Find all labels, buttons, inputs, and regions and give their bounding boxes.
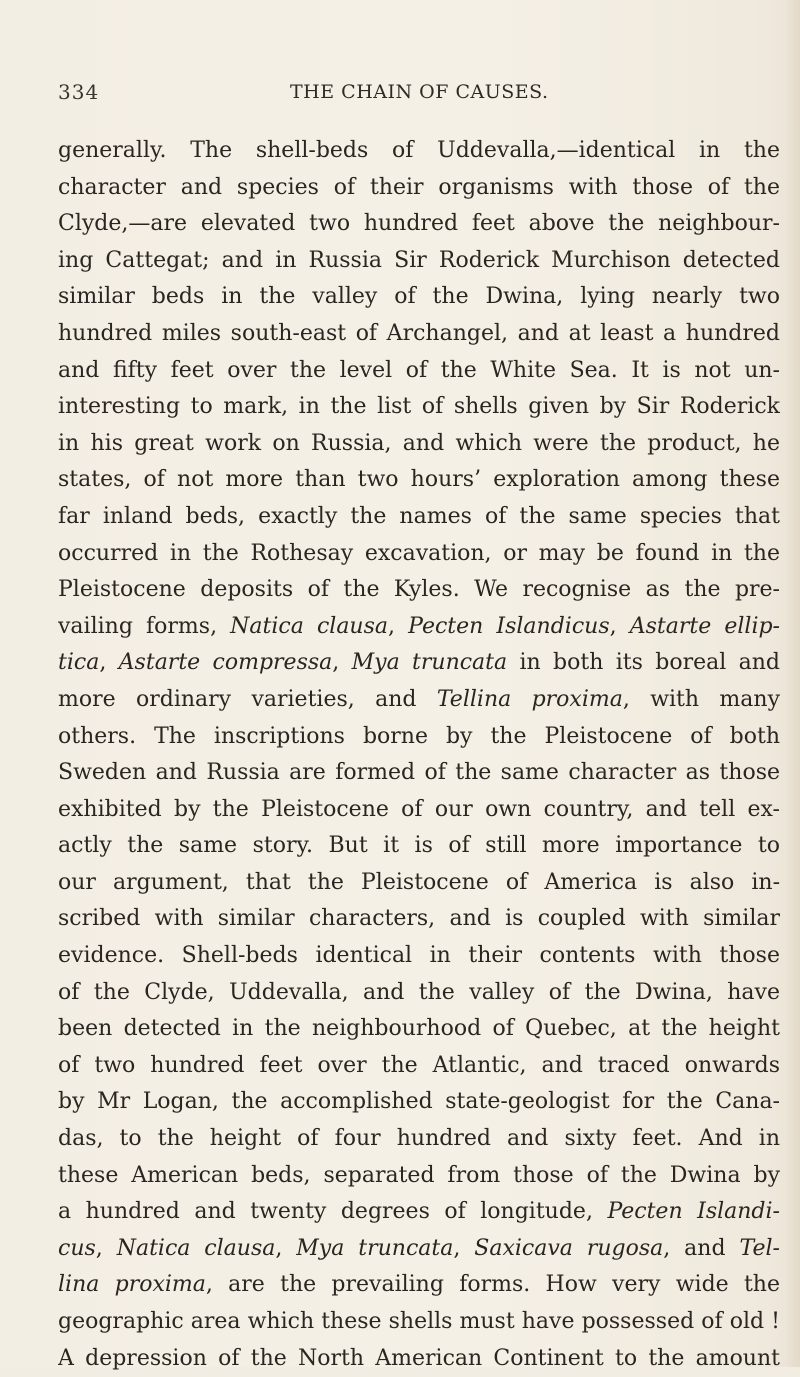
- text-segment: scribed with similar characters, and is coupled with similar: [58, 906, 780, 932]
- text-segment: ,: [332, 650, 352, 676]
- text-line: [58, 389, 780, 426]
- text-line: [58, 279, 780, 316]
- text-line: [58, 499, 780, 536]
- text-line: [58, 609, 780, 646]
- text-line: [58, 865, 780, 902]
- text-line: [58, 682, 780, 719]
- text-line: [58, 975, 780, 1012]
- italic-species-name: Astarte compressa: [118, 650, 333, 676]
- page-number: 334: [58, 80, 100, 104]
- italic-species-name: Mya truncata: [351, 650, 508, 676]
- italic-species-name: Astarte ellip-: [629, 613, 780, 639]
- text-line: [58, 1011, 780, 1048]
- italic-species-name: Pecten Islandicus: [408, 613, 610, 639]
- running-head: THE CHAIN OF CAUSES.: [290, 81, 549, 103]
- text-segment: occurred in the Rothesay excavation, or may be found in the: [58, 540, 780, 566]
- text-segment: , and: [663, 1235, 740, 1261]
- text-line: [58, 1158, 780, 1195]
- text-segment: far inland beds, exactly the names of the same species that: [58, 503, 780, 529]
- text-segment: ,: [95, 1235, 117, 1261]
- text-segment: a hundred and twenty degrees of longitude,: [58, 1199, 608, 1225]
- text-line: [58, 1341, 780, 1377]
- text-line: [58, 828, 780, 865]
- text-segment: by Mr Logan, the accomplished state-geologist for the Cana-: [58, 1089, 780, 1115]
- page-header: [58, 80, 780, 110]
- italic-species-name: Natica clausa: [230, 613, 389, 639]
- text-segment: in both its boreal and: [507, 650, 780, 676]
- text-line: [58, 206, 780, 243]
- text-line: [58, 133, 780, 170]
- text-segment: been detected in the neighbourhood of Quebec, at the height: [58, 1016, 780, 1042]
- italic-species-name: Saxicava rugosa: [474, 1235, 664, 1261]
- italic-species-name: lina proxima: [58, 1272, 206, 1298]
- text-segment: exhibited by the Pleistocene of our own country, and tell ex-: [58, 796, 780, 822]
- text-segment: others. The inscriptions borne by the Pleistocene of both: [58, 723, 780, 749]
- text-segment: ing Cattegat; and in Russia Sir Roderick Murchison detected: [58, 247, 780, 273]
- text-line: [58, 316, 780, 353]
- text-segment: states, of not more than two hours’ exploration among these: [58, 467, 780, 493]
- text-line: [58, 1084, 780, 1121]
- italic-species-name: Tel-: [739, 1235, 780, 1261]
- text-line: [58, 1267, 780, 1304]
- text-segment: hundred miles south-east of Archangel, and at least a hundred: [58, 320, 780, 346]
- text-segment: similar beds in the valley of the Dwina, lying nearly two: [58, 284, 780, 310]
- text-segment: geographic area which these shells must have possessed of old !: [58, 1309, 780, 1334]
- text-segment: in his great work on Russia, and which were the product, he: [58, 430, 780, 456]
- italic-species-name: Tellina proxima: [436, 686, 623, 712]
- text-segment: these American beds, separated from those of the Dwina by: [58, 1162, 780, 1188]
- text-segment: Clyde,—are elevated two hundred feet above the neighbour-: [58, 211, 780, 237]
- text-line: [58, 462, 780, 499]
- italic-species-name: Mya truncata: [296, 1235, 454, 1261]
- text-line: [58, 1048, 780, 1085]
- text-line: [58, 1231, 780, 1268]
- text-segment: evidence. Shell-beds identical in their contents with those: [58, 943, 780, 969]
- text-line: [58, 1121, 780, 1158]
- text-line: [58, 536, 780, 573]
- text-segment: Sweden and Russia are formed of the same character as those: [58, 760, 780, 786]
- text-line: [58, 755, 780, 792]
- text-segment: ,: [275, 1235, 297, 1261]
- text-line: [58, 353, 780, 390]
- text-segment: vailing forms,: [58, 613, 231, 639]
- italic-species-name: Pecten Islandi-: [607, 1199, 780, 1225]
- text-segment: of two hundred feet over the Atlantic, and traced onwards: [58, 1052, 780, 1078]
- text-segment: ,: [453, 1235, 475, 1261]
- text-segment: , with many: [622, 686, 780, 712]
- italic-species-name: Natica clausa: [116, 1235, 276, 1261]
- text-line: [58, 645, 780, 682]
- text-segment: interesting to mark, in the list of shells given by Sir Roderick: [58, 394, 780, 420]
- text-segment: ,: [99, 650, 119, 676]
- text-line: [58, 938, 780, 975]
- text-segment: generally. The shell-beds of Uddevalla,—identical in the: [58, 138, 780, 163]
- text-segment: Pleistocene deposits of the Kyles. We recognise as the pre-: [58, 577, 780, 603]
- page-edge-shading: [786, 0, 800, 1367]
- text-segment: ,: [609, 613, 630, 639]
- text-segment: more ordinary varieties, and: [58, 686, 437, 712]
- text-line: [58, 170, 780, 207]
- text-segment: ,: [388, 613, 409, 639]
- text-line: [58, 1194, 780, 1231]
- text-segment: character and species of their organisms with those of the: [58, 174, 780, 200]
- text-line: [58, 243, 780, 280]
- text-segment: A depression of the North American Continent to the amount: [58, 1345, 780, 1371]
- italic-species-name: cus: [58, 1235, 96, 1261]
- text-segment: , are the prevailing forms. How very wide the: [205, 1272, 780, 1298]
- body-text: [58, 133, 780, 1377]
- text-segment: das, to the height of four hundred and sixty feet. And in: [58, 1126, 780, 1152]
- text-segment: and fifty feet over the level of the White Sea. It is not un-: [58, 357, 780, 383]
- text-segment: actly the same story. But it is of still more importance to: [58, 833, 780, 859]
- text-line: [58, 792, 780, 829]
- text-line: [58, 901, 780, 938]
- text-segment: of the Clyde, Uddevalla, and the valley of the Dwina, have: [58, 979, 780, 1005]
- italic-species-name: tica: [58, 650, 100, 676]
- text-line: [58, 572, 780, 609]
- text-line: [58, 719, 780, 756]
- text-line: [58, 1304, 780, 1341]
- text-segment: our argument, that the Pleistocene of America is also in-: [58, 869, 780, 895]
- text-line: [58, 426, 780, 463]
